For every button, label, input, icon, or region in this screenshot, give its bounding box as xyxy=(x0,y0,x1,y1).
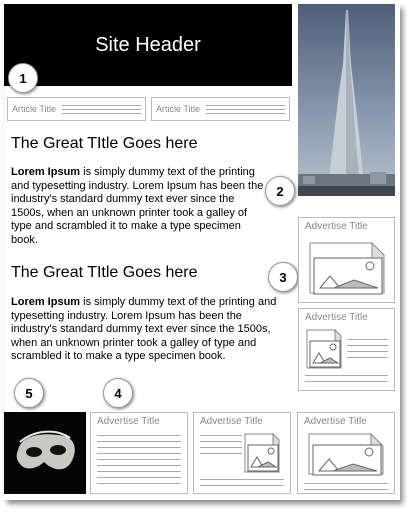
article-title-label: Article Title xyxy=(156,104,201,114)
callout-badge-5: 5 xyxy=(14,378,44,408)
text-placeholder-lines xyxy=(97,435,181,489)
article-heading-1: The Great TItle Goes here xyxy=(11,135,198,152)
mask-photo xyxy=(4,412,86,494)
article-body-1 xyxy=(11,166,266,247)
advertise-box-bottom-2[interactable] xyxy=(193,412,291,494)
text-placeholder-lines xyxy=(304,483,388,495)
site-header-title: Site Header xyxy=(95,33,201,56)
carnival-mask-icon xyxy=(4,412,86,494)
image-placeholder-icon xyxy=(242,431,286,479)
article-lead: Lorem Ipsum xyxy=(11,166,81,178)
skyscraper-icon xyxy=(298,4,395,196)
article-title-label: Article Title xyxy=(12,104,57,114)
tower-photo xyxy=(298,4,395,196)
article-body-2 xyxy=(11,296,283,364)
advertise-box-bottom-1[interactable] xyxy=(90,412,188,494)
advertise-box-bottom-3[interactable] xyxy=(297,412,395,494)
image-placeholder-icon xyxy=(303,431,389,481)
text-placeholder-lines xyxy=(206,105,285,114)
article-text: is simply dummy text of the printing and typesetting industry. Lorem Ipsum has been the industry's standard dummy text ever since the 1500s, when an unknown printer took a galley of type and scrambled it to make a type specimen book. xyxy=(11,166,264,246)
advertise-title: Advertise Title xyxy=(305,221,368,232)
callout-badge-1: 1 xyxy=(8,63,38,93)
callout-badge-2: 2 xyxy=(265,176,295,206)
text-placeholder-lines xyxy=(200,435,242,459)
site-header xyxy=(4,4,292,86)
advertise-title: Advertise Title xyxy=(304,416,367,427)
text-placeholder-lines xyxy=(62,105,141,114)
advertise-title: Advertise Title xyxy=(97,416,160,427)
callout-badge-3: 3 xyxy=(268,262,298,292)
advertise-title: Advertise Title xyxy=(305,312,368,323)
callout-badge-4: 4 xyxy=(103,378,133,408)
article-title-box-2[interactable] xyxy=(151,97,290,121)
advertise-title: Advertise Title xyxy=(200,416,263,427)
text-placeholder-lines xyxy=(305,375,388,387)
article-lead: Lorem Ipsum xyxy=(11,296,81,308)
article-text: is simply dummy text of the printing and typesetting industry. Lorem Ipsum has been the industry's standard dummy text ever since the 1500s, when an unknown printer took a galley of type and scrambled it to make a type specimen book. xyxy=(11,296,277,362)
image-placeholder-icon xyxy=(304,240,390,298)
article-heading-2: The Great TItle Goes here xyxy=(11,264,198,281)
image-placeholder-icon xyxy=(304,327,344,375)
text-placeholder-lines xyxy=(200,479,284,491)
text-placeholder-lines xyxy=(347,339,388,363)
article-title-box-1[interactable] xyxy=(7,97,146,121)
advertise-box-right-1[interactable] xyxy=(298,217,395,303)
advertise-box-right-2[interactable] xyxy=(298,308,395,391)
